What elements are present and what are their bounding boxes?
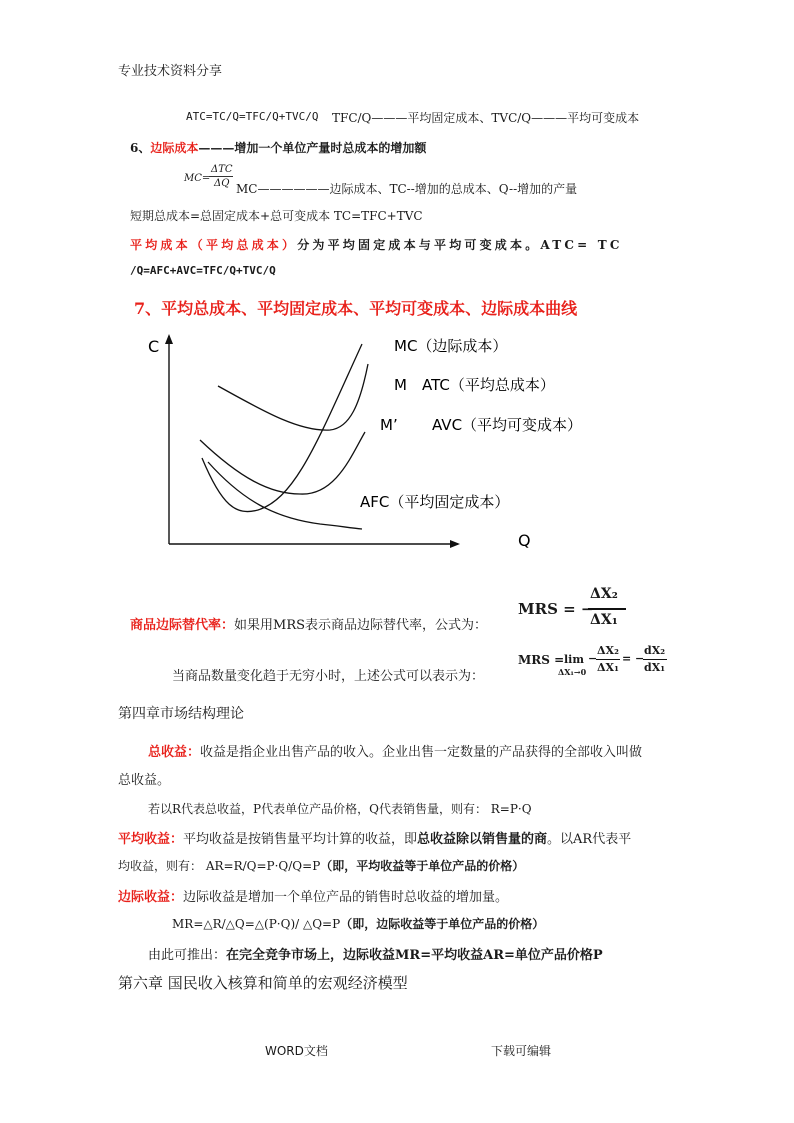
marginal-revenue-formula-line [172,915,544,932]
deduction-lead: 由此可推出： [148,948,227,963]
afc-curve-label: AFC（平均固定成本） [360,493,510,511]
total-revenue-title: 总收益： [148,745,201,760]
mc-fraction-numerator: ΔTC [211,164,233,175]
average-revenue-text-b: 总收益除以销售量的商 [417,832,548,847]
mc-title: 边际成本 [150,141,199,155]
average-cost-line1 [130,236,623,253]
x-axis-label: Q [518,531,531,550]
mrs-formula-lhs: MRS = − [518,600,594,618]
mc-heading [130,139,426,156]
marginal-revenue-note: （即，边际收益等于单位产品的价格） [340,917,545,931]
mrs-formula-numerator: ΔX₂ [590,586,618,602]
mrs-limit-lhs: MRS = [518,653,565,667]
short-run-total-cost: 短期总成本=总固定成本+总可变成本 TC=TFC+TVC [130,209,423,223]
afc-curve [208,462,362,529]
mrs-limit-lim: lim [564,653,584,666]
avc-curve [200,432,365,494]
average-revenue-formula: 均收益，则有： AR=R/Q=P·Q/Q=P [118,859,321,873]
mrs-limit-text: 当商品数量变化趋于无穷小时，上述公式可以表示为： [172,669,485,684]
mc-description: MC——————边际成本、TC--增加的总成本、Q--增加的产量 [236,182,578,196]
atc-formula: ATC=TC/Q=TFC/Q+TVC/Q [186,110,319,123]
total-revenue-line1 [148,741,642,760]
average-revenue-line1 [118,828,631,847]
x-axis-arrow [450,540,460,548]
average-revenue-text-c: 。以AR代表平 [547,832,632,847]
mrs-formula-denominator: ΔX₁ [590,612,618,628]
mrs-limit-subscript: ΔX₁→0 [558,667,587,677]
marginal-revenue-text: 边际收益是增加一个单位产品的销售时总收益的增加量。 [183,890,509,905]
mc-fraction-lhs: MC= [184,173,211,184]
y-axis-label: C [148,337,160,356]
mrs-line [130,614,487,633]
total-revenue-formula: 若以R代表总收益，P代表单位产品价格，Q代表销售量，则有： R=P·Q [148,802,532,816]
total-revenue-text: 收益是指企业出售产品的收入。企业出售一定数量的产品获得的全部收入叫做 [200,745,643,760]
average-revenue-line2 [118,857,524,874]
mc-definition: ———增加一个单位产量时总成本的增加额 [198,141,427,155]
atc-description: TFC/Q———平均固定成本、TVC/Q———平均可变成本 [332,111,640,125]
mrs-diff-denominator: dX₁ [644,661,666,674]
total-revenue-line2: 总收益。 [118,773,171,788]
deduction-line [148,944,603,963]
mrs-limit-denominator: ΔX₁ [597,661,619,674]
deduction-text: 在完全竞争市场上，边际收益MR=平均收益AR=单位产品价格P [226,948,603,963]
atc-minimum-label: M [394,376,407,394]
mrs-limit-numerator: ΔX₂ [597,644,619,657]
y-axis-arrow [165,334,173,344]
average-cost-text: 分为平均固定成本与平均可变成本。ATC= TC [297,238,623,252]
footer-left: WORD文档 [265,1044,328,1058]
marginal-revenue-formula: MR=△R/△Q=△(P·Q)/ △Q=P [172,917,341,931]
mc-fraction-denominator: ΔQ [214,178,230,189]
mrs-text: 如果用MRS表示商品边际替代率，公式为： [234,618,488,633]
mrs-limit-formula [518,645,678,685]
average-revenue-text-a: 平均收益是按销售量平均计算的收益，即 [183,832,418,847]
mrs-title: 商品边际替代率： [130,618,235,633]
avc-minimum-label: M’ [380,416,398,434]
average-revenue-title: 平均收益： [118,832,184,847]
footer-right: 下载可编辑 [491,1044,552,1058]
mrs-limit-bar [596,659,620,660]
atc-curve-label: ATC（平均总成本） [422,376,555,394]
average-cost-line2: /Q=AFC+AVC=TFC/Q+TVC/Q [130,264,276,277]
mc-number: 6、 [130,141,151,155]
average-revenue-note: （即，平均收益等于单位产品的价格） [320,859,525,873]
mc-curve-label: MC（边际成本） [394,337,508,355]
mc-fraction-bar [209,176,233,177]
mrs-limit-neg: − [588,652,598,665]
mrs-formula [518,586,658,636]
marginal-revenue-title: 边际收益： [118,890,184,905]
atc-curve [218,364,368,430]
page-header: 专业技术资料分享 [118,64,223,79]
cost-curves-diagram [140,330,583,560]
chapter6-title: 第六章 国民收入核算和简单的宏观经济模型 [118,974,408,992]
chapter4-title: 第四章市场结构理论 [118,706,244,722]
mrs-formula-bar [588,608,626,610]
average-cost-title: 平均成本（平均总成本） [130,238,298,252]
mrs-diff-numerator: dX₂ [644,644,666,657]
mrs-limit-eq: = − [622,652,645,665]
section7-title: 7、平均总成本、平均固定成本、平均可变成本、边际成本曲线 [134,299,578,318]
mrs-diff-bar [643,659,667,660]
marginal-revenue-line [118,886,508,905]
avc-curve-label: AVC（平均可变成本） [432,416,583,434]
